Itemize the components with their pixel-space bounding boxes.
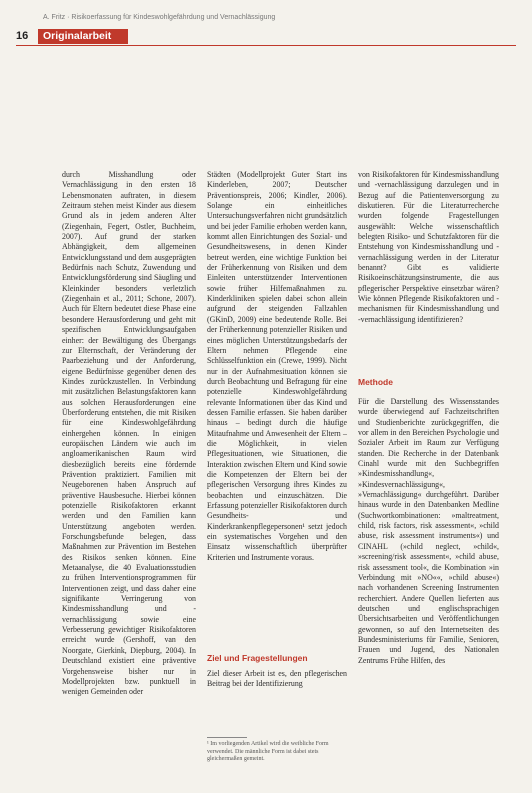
text-column-1 (62, 170, 196, 698)
header-rule (16, 45, 516, 46)
running-head: A. Fritz · Risikoerfassung für Kindeswohlgefährdung und Vernachlässigung (43, 14, 276, 21)
section-heading-ziel: Ziel und Fragestellungen (207, 653, 308, 663)
section-badge: Originalarbeit (38, 29, 128, 44)
section-heading-methode: Methode (358, 377, 393, 387)
text-column-2-continued (207, 669, 347, 705)
body-paragraph: Städten (Modellprojekt Guter Start ins Kinderleben, 2007; Deutscher Präventionspreis, 2006; Kindler, 2006). Solange ein einheitliches Untersuchungsverfahren nicht grundsätzlich und bei jeder Familie erhoben werden kann, kommt allen Einrichtungen des Sozial- und Gesundheitswesens, in denen Kinder betreut werden, eine wichtige Funktion bei der Früherkennung von Risiken und dem Einleiten unterstützender Interventionen sowie früher Hilfemaßnahmen zu. Kinderkliniken spielen dabei schon allein aufgrund der steigenden Fallzahlen (GKinD, 2009) eine bedeutende Rolle. Bei der Früherkennung potenzieller Risiken und eines möglichen Unterstützungsbedarfs der Eltern nehmen Pflegende eine Schlüsselfunktion ein (Crewe, 1999). Nicht nur in der Aufnahmesituation können sie durch Beobachtung und Befragung für eine potenzielle Kindeswohlgefährdung relevante Informationen über das Kind und dessen Familie erfassen. Sie haben darüber hinaus – bedingt durch die häufige Mitaufnahme und Anwesenheit der Eltern – die Möglichkeit, in vielen Pflegesituationen, wie Situationen, die Interaktion zwischen Eltern und Kind sowie die Kompetenzen der Eltern bei der pflegerischen Versorgung ihres Kindes zu beobachten und einzuschätzen. Die Erfassung potenzieller Risikofaktoren durch Gesundheits- und Kinderkrankenpflegepersonen¹ setzt jedoch ein systematisches Vorgehen und den Einsatz wissenschaftlich überprüfter Kriterien und Instrumente voraus. (207, 170, 347, 562)
footnote: ¹ Im vorliegenden Artikel wird die weibliche Form verwendet. Die männliche Form ist dabei stets gleichermaßen gemeint. (207, 741, 329, 762)
body-paragraph: Für die Darstellung des Wissensstandes wurde überwiegend auf Fachzeitschriften und Studienberichte zurückgegriffen, die vor allem in den Bereichen Psychologie und Sozialer Arbeit im Raum zur Verfügung standen. Die Recherche in der Datenbank Cinahl wurde mit den Suchbegriffen »Kindesmisshandlung«, »Kindesvernachlässigung«, »Vernachlässigung« durchgeführt. Darüber hinaus wurde in den Datenbanken Medline (Suchwortkombinationen: »maltreatment, child, risk factors, risk assessment«, »child abuse, risk assessment instruments«) und CINAHL (»child neglect, »child«, »screening/risk assessment«, »child abuse, risk assessment tool«, die Kombination »in Verbindung mit »NO««, »child abuse«) nach vorhandenen Screening Instrumenten recherchiert. Andere Quellen lieferten aus deutschen und englischsprachigen Übersichtsarbeiten und Veröffentlichungen gewonnen, so auf den Internetseiten des Bundesministeriums für Familie, Senioren, Frauen und Jugend, des Nationalen Zentrums Frühe Hilfen, des (358, 397, 499, 665)
footnote-rule (207, 737, 247, 738)
text-column-3 (358, 170, 499, 325)
body-paragraph: von Risikofaktoren für Kindesmisshandlung und -vernachlässigung darzulegen und in Bezug auf die Patientenversorgung zu diskutieren. Für die Literaturrecherche wurden folgende Fragestellungen ausgewählt: Welche wissenschaftlich belegten Risiko- und Schutzfaktoren für die Entstehung von Kindesmisshandlung und -vernachlässigung werden in der Literatur benannt? Gibt es validierte Risikoeinschätzungsinstrumente, die aus pflegerischer Perspektive einsetzbar wären? Wie können Pflegende Risikofaktoren und -mechanismen für Kindesmisshandlung und -vernachlässigung identifizieren? (358, 170, 499, 324)
page-header (16, 28, 128, 44)
text-column-2 (207, 170, 347, 563)
body-paragraph: Ziel dieser Arbeit ist es, den pflegerischen Beitrag bei der Identifizierung (207, 669, 347, 689)
page-number: 16 (16, 30, 29, 42)
body-paragraph: durch Misshandlung oder Vernachlässigung in den ersten 18 Lebensmonaten auftraten, in diesem Zeitraum stehen meist Kinder aus diesem Grund als in jedem anderen Alter (Ziegenhain, Fegert, Ostler, Buchheim, 2007). Auf grund der starken Abhängigkeit, dem allgemeinen Entwicklungsstand und dem ausgeprägten Bedürfnis nach Schutz, Zuwendung und Entwicklungsförderung sind Säugling und Kleinkinder besonders verletzlich (Ziegenhain et al., 2011; Schone, 2007). Auch für Eltern bedeutet diese Phase eine besondere Herausforderung und geht mit spezifischen Entwicklungsaufgaben einher: der Bewältigung des Übergangs zur Elternschaft, der Veränderung der Paarbeziehung und der Anforderung, eigene Bedürfnisse gegenüber denen des Kindes zurückzustellen. In Verbindung mit zusätzlichen Belastungsfaktoren kann aus solchen Herausforderungen eine Überforderung entstehen, die mit Risiken für eine Kindeswohlgefährdung einhergehen können. In einigen europäischen Ländern wie auch im angloamerikanischen Raum wird diesbezüglich bereits eine fördernde Prävention praktiziert. Familien mit Neugeborenen haben Anspruch auf präventive Hausbesuche. Hierbei können potenzielle Risikofaktoren erkannt werden und den Familien kann Unterstützung angeboten werden. Forschungsbefunde belegen, dass Maßnahmen zur Prävention im Bestehen des Risikos senken können. Eine Metaanalyse, die 40 Evaluationsstudien zu frühen Interventionsprogrammen für Interventionen zeigt, und dass daher eine signifikante Verringerung von Kindesmisshandlung und -vernachlässigung sowie eine Verbesserung gewichtiger Risikofaktoren erreicht wurde (Gershoff, van den Noorgate, Gierkink, Diepburg, 2004). In Deutschland existiert eine präventive Vorgehensweise bisher nur in Modellprojekten bzw. punktuell in wenigen Gemeinden oder (62, 170, 196, 697)
text-column-3-continued (358, 397, 499, 666)
